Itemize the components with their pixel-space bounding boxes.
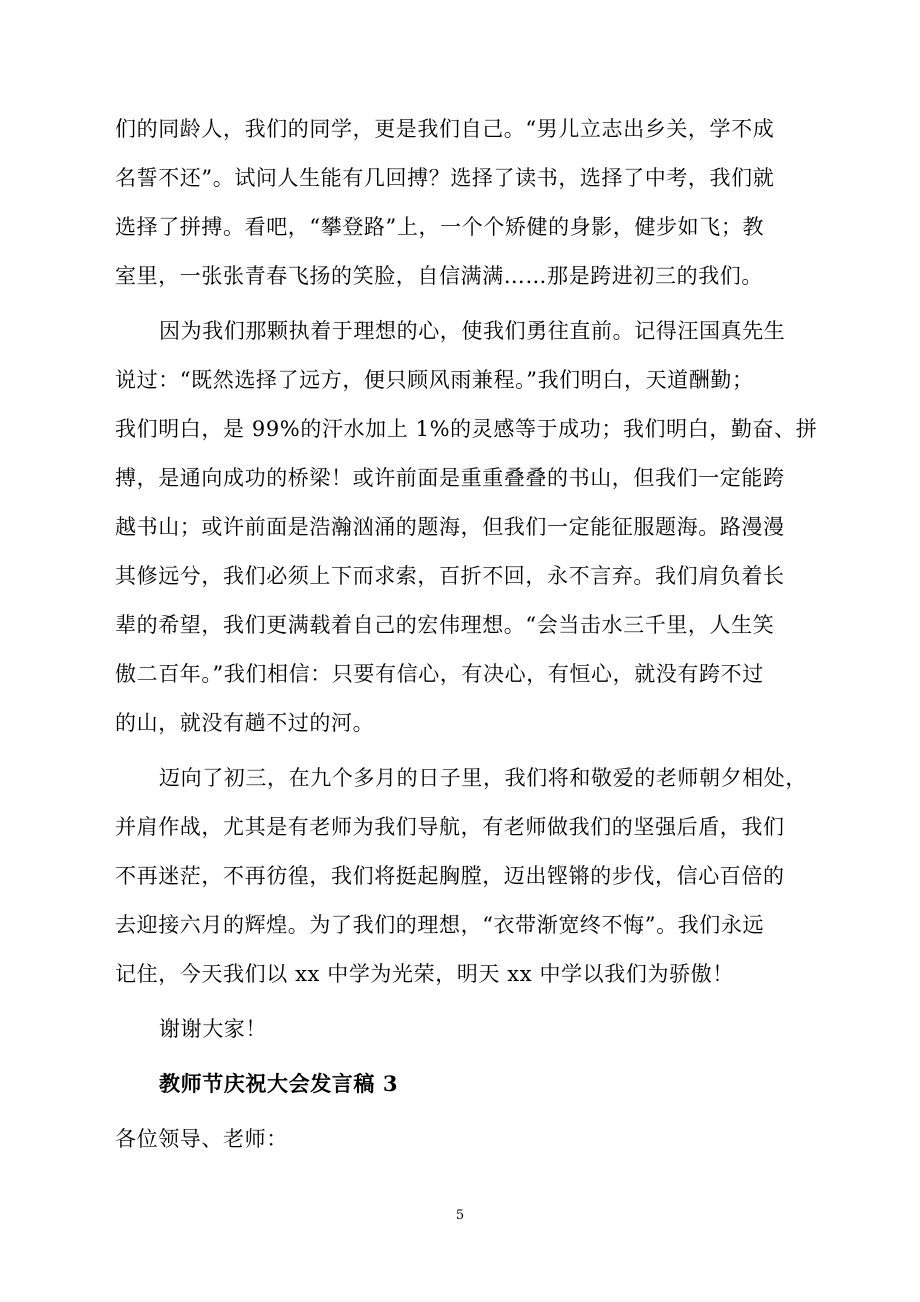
paragraph-line: 的山，就没有趟不过的河。 — [115, 711, 375, 735]
paragraph-line: 并肩作战，尤其是有老师为我们导航，有老师做我们的坚强后盾，我们 — [115, 815, 785, 839]
paragraph-line: 越书山；或许前面是浩瀚汹涌的题海，但我们一定能征服题海。路漫漫 — [115, 515, 785, 539]
paragraph-line: 说过：“既然选择了远方，便只顾风雨兼程。”我们明白，天道酬勤； — [115, 368, 754, 392]
page-number: 5 — [455, 1208, 465, 1223]
paragraph-line: 因为我们那颗执着于理想的心，使我们勇往直前。记得汪国真先生 — [159, 319, 786, 343]
paragraph-line: 室里，一张张青春飞扬的笑脸，自信满满……那是跨进初三的我们。 — [115, 264, 763, 288]
paragraph-line: 其修远兮，我们必须上下而求索，百折不回，永不言弃。我们肩负着长 — [115, 564, 785, 588]
paragraph-line: 不再迷茫，不再彷徨，我们将挺起胸膛，迈出铿锵的步伐，信心百倍的 — [115, 864, 785, 888]
closing-text: 谢谢大家！ — [159, 1017, 267, 1041]
paragraph-line: 傲二百年。”我们相信：只要有信心，有决心，有恒心，就没有跨不过 — [115, 662, 764, 686]
paragraph-line: 去迎接六月的辉煌。为了我们的理想，“衣带渐宽终不悔”。我们永远 — [115, 913, 765, 937]
paragraph-line: 搏，是通向成功的桥梁！或许前面是重重叠叠的书山，但我们一定能跨 — [115, 466, 785, 490]
paragraph-line: 我们明白，是 99%的汗水加上 1%的灵感等于成功；我们明白，勤奋、拼 — [115, 417, 818, 441]
paragraph-line: 选择了拼搏。看吧，“攀登路”上，一个个矫健的身影，健步如飞；教 — [115, 215, 765, 239]
section-heading: 教师节庆祝大会发言稿 3 — [159, 1071, 399, 1096]
paragraph-line: 们的同龄人，我们的同学，更是我们自己。“男儿立志出乡关，学不成 — [115, 117, 775, 141]
paragraph-line: 记住，今天我们以 xx 中学为光荣，明天 xx 中学以我们为骄傲！ — [115, 962, 734, 986]
paragraph-line: 辈的希望，我们更满载着自己的宏伟理想。“会当击水三千里，人生笑 — [115, 613, 775, 637]
paragraph-line: 迈向了初三，在九个多月的日子里，我们将和敬爱的老师朝夕相处， — [159, 766, 807, 790]
paragraph-line: 名誓不还”。试问人生能有几回搏？选择了读书，选择了中考，我们就 — [115, 166, 775, 190]
salutation: 各位领导、老师： — [115, 1127, 288, 1151]
